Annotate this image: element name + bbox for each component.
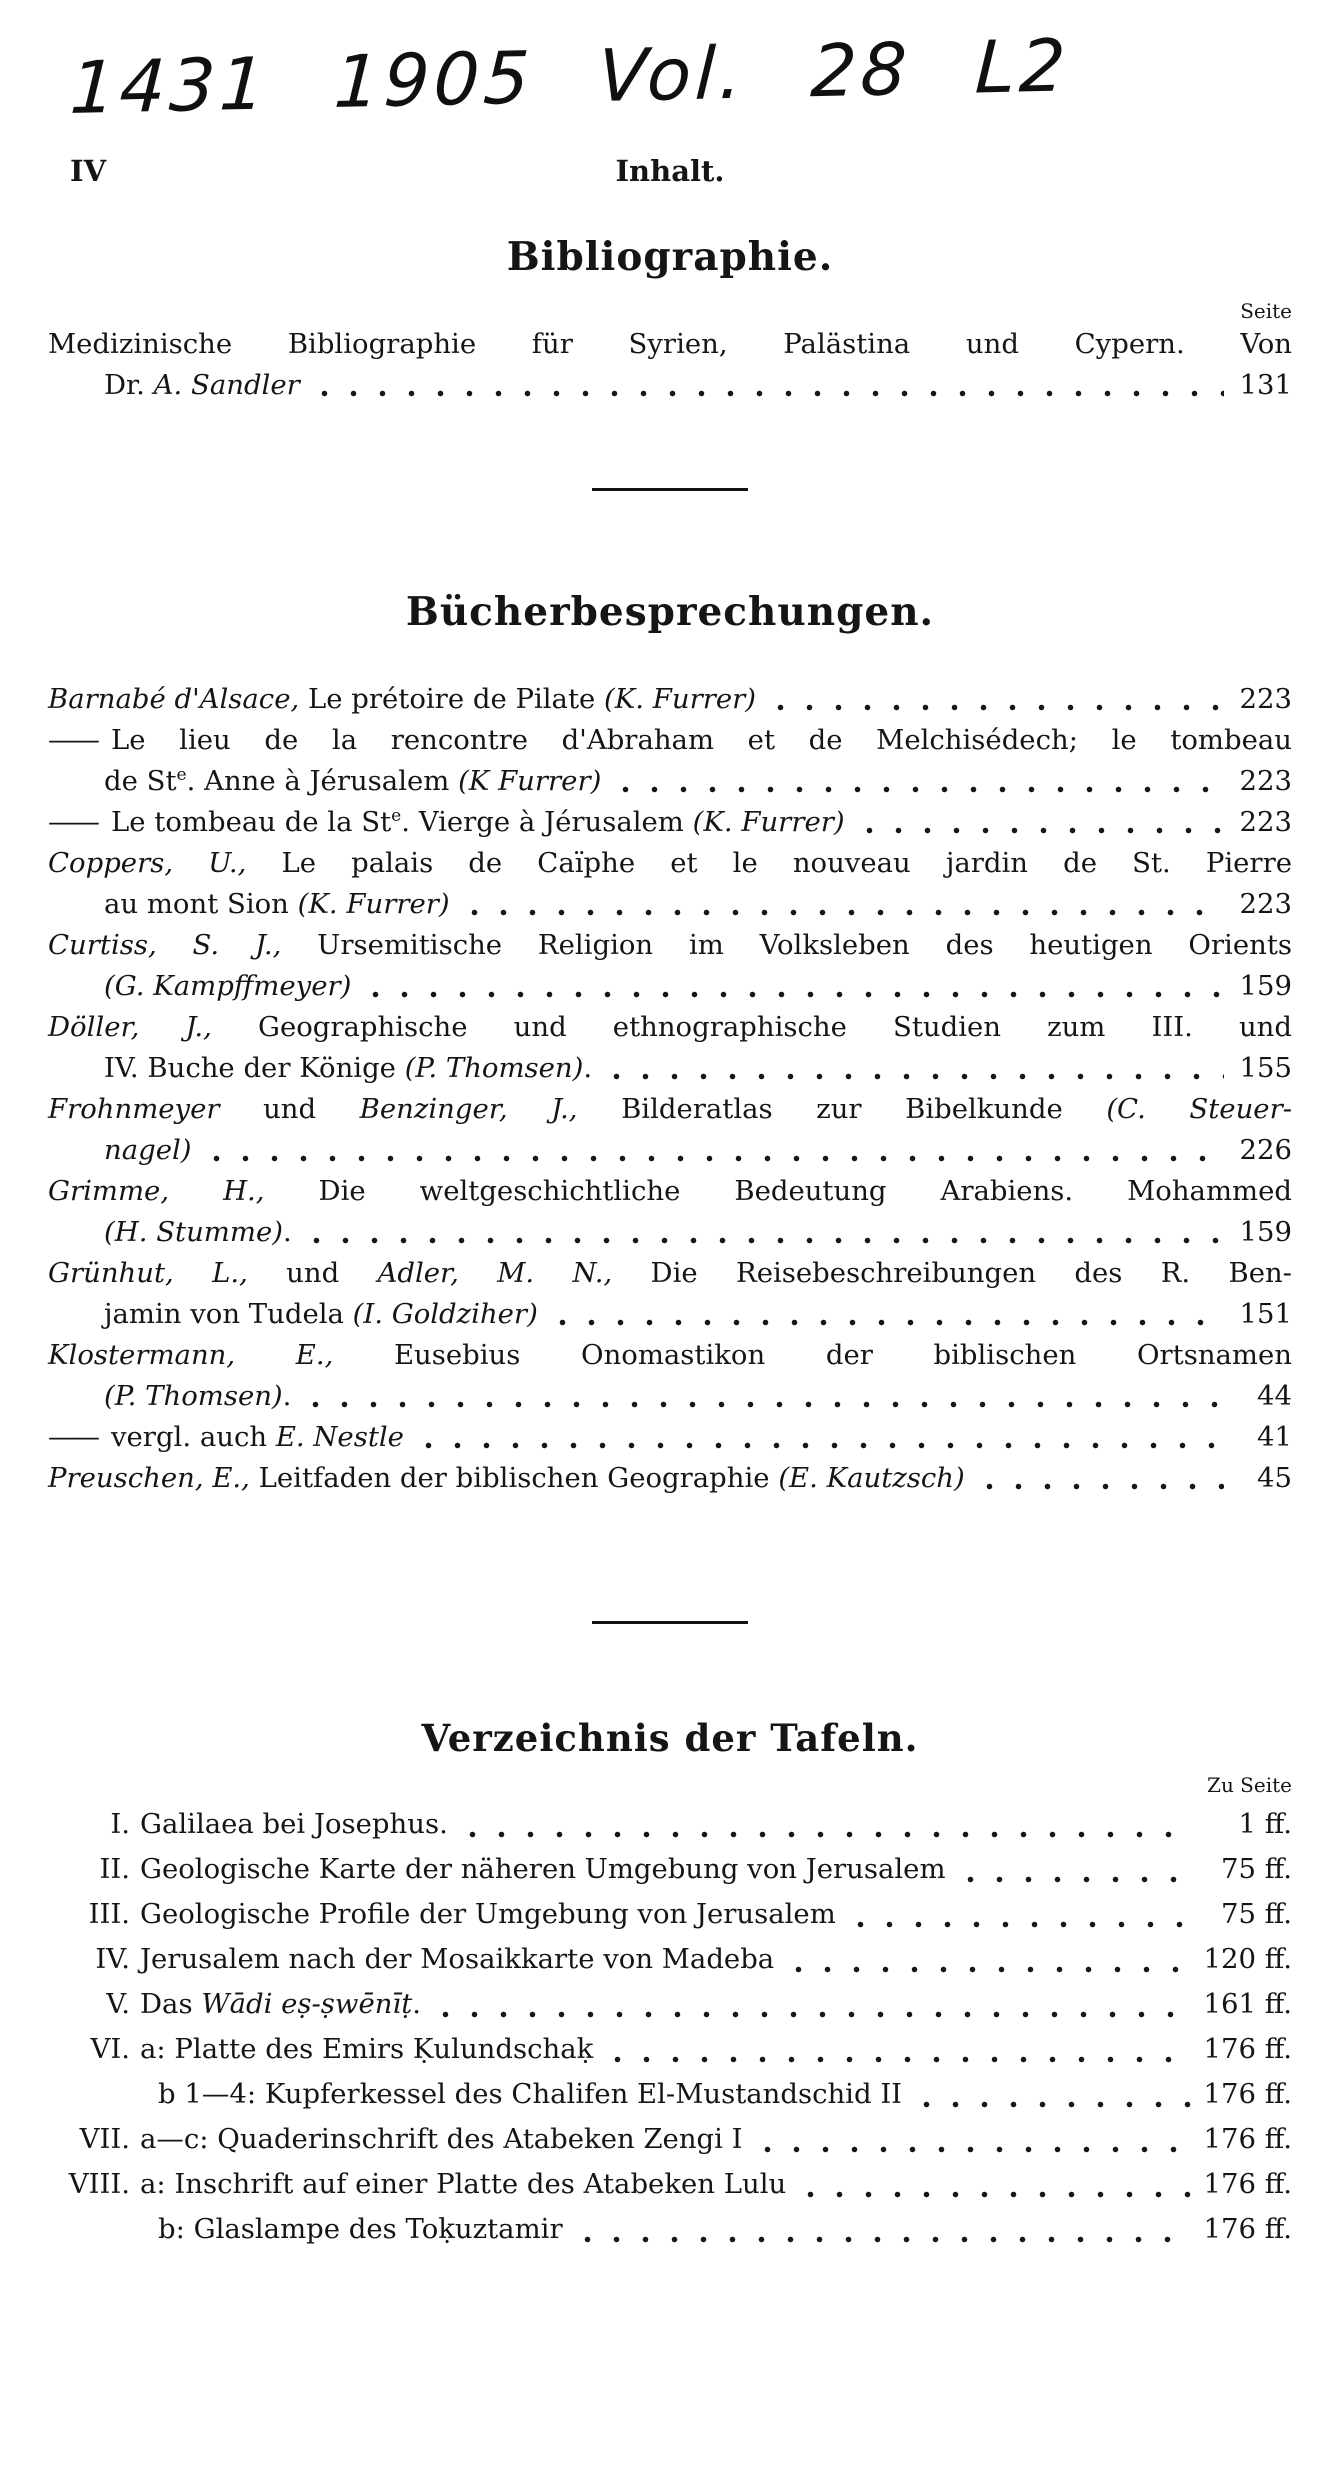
entry-text [48, 324, 1292, 365]
buecherbesprechungen-list [48, 679, 1292, 1499]
entry-text-segment: (I. Goldziher) [352, 1298, 538, 1330]
entry-text [48, 884, 450, 925]
toc-line [48, 843, 1292, 884]
dot-leader [954, 1847, 1192, 1892]
dot-leader [973, 1458, 1224, 1499]
entry-text-segment: A. Sandler [153, 369, 300, 401]
section-heading-verzeichnis-der-tafeln: Verzeichnis der Tafeln. [421, 1716, 919, 1760]
entry-text [48, 720, 1292, 761]
entry-text-segment: . Anne à Jérusalem [186, 765, 459, 797]
toc-line [48, 1089, 1292, 1130]
page-ref: 44 [1257, 1380, 1292, 1412]
page-ref: 75 ff. [1220, 1898, 1292, 1930]
entry-text [48, 1335, 1292, 1376]
page-ref: 161 ff. [1203, 1988, 1292, 2020]
page-ref: 41 [1257, 1421, 1292, 1453]
entry-text-segment: Frohnmeyer [48, 1093, 220, 1125]
entry-text [48, 1458, 965, 1499]
entry-text [48, 966, 351, 1007]
entry-text-segment: Le lieu de la rencontre d'Abraham et de Melchisédech; le tombeau [111, 724, 1292, 756]
dot-leader [571, 2207, 1192, 2252]
repeated-author-dash: —— [48, 806, 97, 838]
entry-text [48, 365, 300, 406]
dot-leader [359, 966, 1224, 1007]
entry-text-segment: E. Nestle [275, 1421, 404, 1453]
entry-text-segment: Curtiss, S. J., [48, 929, 282, 961]
dot-leader [844, 1892, 1192, 1937]
entry-text-segment: . [412, 1988, 422, 2020]
entry-text-segment: de St [104, 765, 177, 797]
entry-text [140, 2072, 902, 2117]
entry-text-segment: Die weltgeschichtliche Bedeutung Arabiens. Mohammed [264, 1175, 1292, 1207]
handwritten-note: 1431 1905 Vol. 28 L2 [68, 23, 1072, 131]
entry-text-segment: (G. Kampffmeyer) [104, 970, 352, 1002]
toc-line [48, 1982, 1292, 2027]
entry-text-segment: Medizinische Bibliographie für Syrien, Palästina und Cypern. Von [48, 328, 1292, 360]
entry-text [48, 1089, 1292, 1130]
entry-text-segment: Grimme, H., [48, 1175, 265, 1207]
dot-leader [910, 2072, 1192, 2117]
dot-leader [751, 2117, 1192, 2162]
toc-line [48, 2027, 1292, 2072]
zu-seite-column-label: Zu Seite [1207, 1773, 1292, 1797]
dot-leader [609, 761, 1224, 802]
dot-leader [458, 884, 1224, 925]
entry-text-segment: (C. Steuer- [1106, 1093, 1293, 1125]
entry-text-segment: a—c: Quaderinschrift des Atabeken Zengi I [140, 2123, 743, 2155]
plate-numeral: VII. [79, 2123, 130, 2155]
dot-leader [782, 1937, 1192, 1982]
tafeln-list [48, 1802, 1292, 2252]
toc-line [48, 761, 1292, 802]
entry-text-segment: Leitfaden der biblischen Geographie [249, 1462, 779, 1494]
entry-text-segment: Döller, J., [48, 1011, 212, 1043]
repeated-author-dash: —— [48, 1421, 97, 1453]
entry-text-segment: . [282, 1216, 292, 1248]
dot-leader [429, 1982, 1192, 2027]
entry-text [48, 679, 756, 720]
toc-line [48, 365, 1292, 406]
entry-text [140, 1802, 448, 1847]
dot-leader [200, 1130, 1224, 1171]
entry-text-segment: (P. Thomsen) [104, 1380, 283, 1412]
entry-text-segment: Klostermann, E., [48, 1339, 334, 1371]
entry-text-segment: Geologische Profile der Umgebung von Jerusalem [140, 1898, 836, 1930]
entry-text [48, 1048, 592, 1089]
page-ref: 155 [1239, 1052, 1292, 1084]
entry-text-segment: . Vierge à Jérusalem [401, 806, 693, 838]
entry-text-segment: Ursemitische Religion im Volksleben des heutigen Orients [281, 929, 1292, 961]
plate-numeral: VIII. [68, 2168, 130, 2200]
entry-text-segment: au mont Sion [104, 888, 298, 920]
entry-text [48, 1376, 291, 1417]
dot-leader [794, 2162, 1192, 2207]
entry-text-segment: b 1—4: Kupferkessel des Chalifen El-Mustandschid II [158, 2078, 903, 2110]
entry-text-segment: . [282, 1380, 292, 1412]
section-heading-buecherbesprechungen: Bücherbesprechungen. [405, 589, 935, 635]
dot-leader [601, 2027, 1192, 2072]
toc-line [48, 324, 1292, 365]
entry-text-segment: Das [140, 1988, 202, 2020]
entry-text [48, 1171, 1292, 1212]
toc-line [48, 1130, 1292, 1171]
entry-text-segment: Le tombeau de la St [111, 806, 392, 838]
entry-text-segment: IV. Buche der Könige [104, 1052, 405, 1084]
entry-text [48, 1007, 1292, 1048]
page-ref: 176 ff. [1203, 2168, 1292, 2200]
toc-line [48, 1892, 1292, 1937]
dot-leader [412, 1417, 1224, 1458]
dot-leader [308, 365, 1224, 406]
entry-text-segment: Benzinger, J., [359, 1093, 578, 1125]
dot-leader [600, 1048, 1224, 1089]
toc-line [48, 2072, 1292, 2117]
page-ref: 176 ff. [1203, 2078, 1292, 2110]
entry-text [48, 1417, 404, 1458]
entry-text-segment: Wādi eṣ-ṣwēnīṭ [201, 1988, 413, 2020]
page-number: IV [70, 154, 107, 188]
page-ref: 223 [1239, 683, 1292, 715]
entry-text-segment: Coppers, U., [48, 847, 247, 879]
dot-leader [456, 1802, 1192, 1847]
entry-text [48, 802, 845, 843]
entry-text [48, 843, 1292, 884]
page-ref: 75 ff. [1220, 1853, 1292, 1885]
entry-text-segment: jamin von Tudela [104, 1298, 353, 1330]
running-head [48, 154, 1292, 194]
plate-numeral: IV. [95, 1943, 130, 1975]
toc-line [48, 1376, 1292, 1417]
entry-text-segment: e [391, 805, 402, 826]
entry-text-segment: Dr. [104, 369, 154, 401]
toc-line [48, 1847, 1292, 1892]
page-ref: 159 [1239, 1216, 1292, 1248]
toc-line [48, 1048, 1292, 1089]
entry-text-segment: Adler, M. N., [377, 1257, 613, 1289]
toc-line [48, 1802, 1292, 1847]
entry-text-segment: Grünhut, L., [48, 1257, 248, 1289]
toc-line [48, 1937, 1292, 1982]
entry-text [140, 1937, 774, 1982]
page-ref: 176 ff. [1203, 2123, 1292, 2155]
entry-text [48, 761, 601, 802]
page-ref: 1 ff. [1238, 1808, 1292, 1840]
toc-line [48, 1253, 1292, 1294]
entry-text-segment: Geologische Karte der näheren Umgebung von Jerusalem [140, 1853, 946, 1885]
dot-leader [546, 1294, 1224, 1335]
entry-text [140, 1982, 421, 2027]
entry-text-segment: Le prétoire de Pilate [299, 683, 605, 715]
toc-line [48, 966, 1292, 1007]
entry-text-segment: Geographische und ethnographische Studien zum III. und [211, 1011, 1292, 1043]
bibliographie-list [48, 324, 1292, 406]
toc-line [48, 1171, 1292, 1212]
section-divider [592, 488, 748, 491]
plate-numeral: II. [99, 1853, 130, 1885]
entry-text-segment: . [439, 1808, 448, 1840]
entry-text [140, 1892, 836, 1937]
entry-text-segment: nagel) [104, 1134, 192, 1166]
page-ref: 45 [1257, 1462, 1292, 1494]
entry-text-segment: Galilaea bei Josephus [140, 1808, 440, 1840]
plate-numeral: III. [88, 1898, 130, 1930]
entry-text-segment: (K. Furrer) [297, 888, 450, 920]
scanned-book-page [0, 23, 1322, 2485]
page-ref: 176 ff. [1203, 2213, 1292, 2245]
section-divider [592, 1621, 748, 1624]
plate-numeral: I. [110, 1808, 130, 1840]
entry-text [140, 1847, 946, 1892]
dot-leader [299, 1376, 1224, 1417]
entry-text-segment: und [219, 1093, 360, 1125]
entry-text-segment: (K. Furrer) [692, 806, 845, 838]
toc-line [48, 1007, 1292, 1048]
entry-text-segment: (P. Thomsen) [404, 1052, 584, 1084]
toc-line [48, 884, 1292, 925]
toc-line [48, 925, 1292, 966]
plate-numeral: V. [106, 1988, 130, 2020]
toc-line [48, 2117, 1292, 2162]
page-ref: 223 [1239, 806, 1292, 838]
entry-text [48, 1212, 292, 1253]
entry-text-segment: . [583, 1052, 593, 1084]
entry-text-segment: b: Glaslampe des Toḳuztamir [158, 2213, 563, 2245]
page-ref: 226 [1239, 1134, 1292, 1166]
page-ref: 223 [1239, 888, 1292, 920]
entry-text [140, 2027, 593, 2072]
entry-text-segment: a: Platte des Emirs Ḳulundschaḳ [140, 2033, 594, 2065]
entry-text [48, 1294, 538, 1335]
dot-leader [300, 1212, 1224, 1253]
toc-line [48, 1417, 1292, 1458]
entry-text-segment: Die Reisebeschreibungen des R. Ben- [612, 1257, 1292, 1289]
page-ref: 159 [1239, 970, 1292, 1002]
entry-text-segment: (H. Stumme) [104, 1216, 283, 1248]
page-ref: 223 [1239, 765, 1292, 797]
entry-text-segment: vergl. auch [111, 1421, 276, 1453]
repeated-author-dash: —— [48, 724, 97, 756]
entry-text-segment: (K Furrer) [458, 765, 602, 797]
entry-text-segment: (E. Kautzsch) [778, 1462, 965, 1494]
page-ref: 176 ff. [1203, 2033, 1292, 2065]
entry-text-segment: e [176, 764, 187, 785]
entry-text-segment: Jerusalem nach der Mosaikkarte von Madeba [140, 1943, 775, 1975]
entry-text [48, 1130, 192, 1171]
dot-leader [853, 802, 1224, 843]
dot-leader [764, 679, 1224, 720]
entry-text [140, 2207, 563, 2252]
toc-line [48, 2162, 1292, 2207]
plate-numeral: VI. [90, 2033, 130, 2065]
entry-text-segment: a: Inschrift auf einer Platte des Atabeken Lulu [140, 2168, 787, 2200]
page-ref: 131 [1239, 369, 1292, 401]
toc-line [48, 2207, 1292, 2252]
entry-text-segment: (K. Furrer) [604, 683, 757, 715]
entry-text-segment: Bilderatlas zur Bibelkunde [577, 1093, 1107, 1125]
entry-text-segment: Preuschen, E., [48, 1462, 250, 1494]
entry-text [48, 925, 1292, 966]
toc-line [48, 802, 1292, 843]
section-heading-bibliographie: Bibliographie. [506, 234, 834, 280]
entry-text [140, 2162, 786, 2207]
running-title: Inhalt. [615, 154, 725, 188]
toc-line [48, 1212, 1292, 1253]
toc-line [48, 720, 1292, 761]
entry-text-segment: Eusebius Onomastikon der biblischen Ortsnamen [333, 1339, 1292, 1371]
page-ref: 120 ff. [1203, 1943, 1292, 1975]
seite-column-label: Seite [1240, 299, 1292, 323]
entry-text [48, 1253, 1292, 1294]
toc-line [48, 1294, 1292, 1335]
toc-line [48, 1458, 1292, 1499]
entry-text-segment: Le palais de Caïphe et le nouveau jardin de St. Pierre [246, 847, 1292, 879]
toc-line [48, 679, 1292, 720]
toc-line [48, 1335, 1292, 1376]
entry-text [140, 2117, 743, 2162]
entry-text-segment: und [247, 1257, 378, 1289]
page-ref: 151 [1239, 1298, 1292, 1330]
entry-text-segment: Barnabé d'Alsace, [48, 683, 300, 715]
